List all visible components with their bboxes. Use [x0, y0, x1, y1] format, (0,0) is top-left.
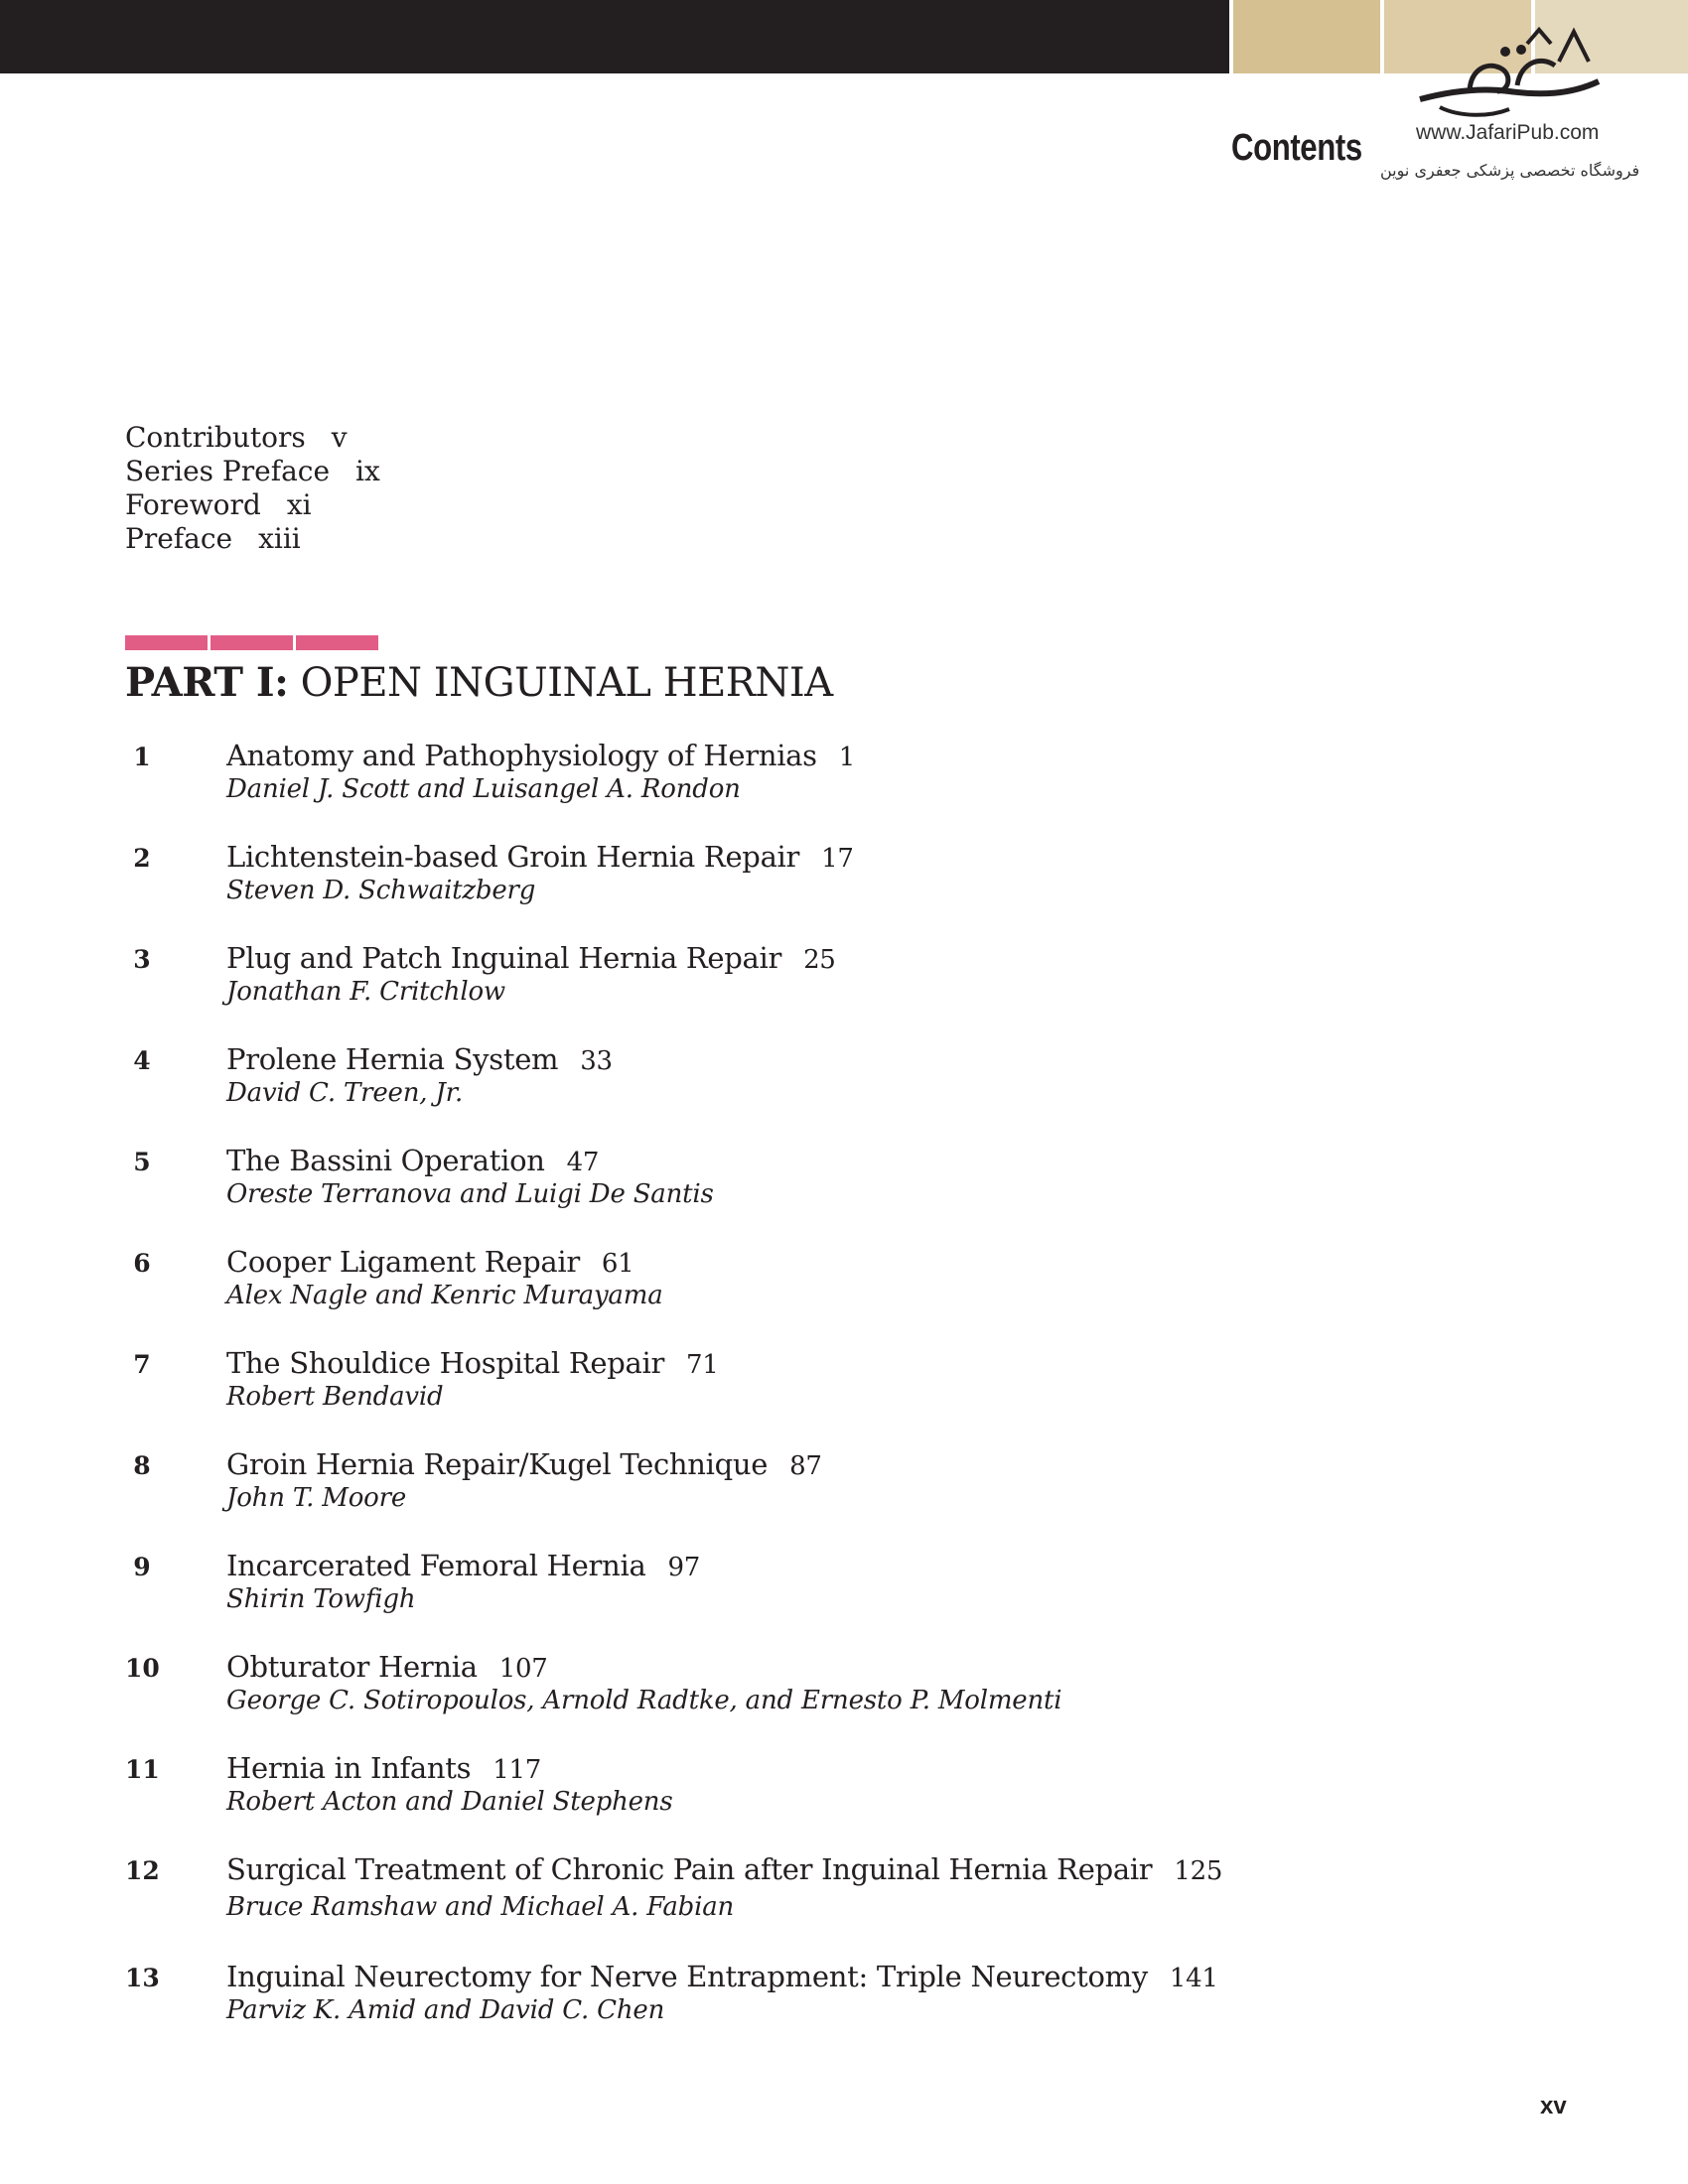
- front-matter-page: v: [331, 421, 348, 454]
- chapter-number: 5: [133, 1148, 151, 1176]
- chapter-authors: Oreste Terranova and Luigi De Santis: [226, 1179, 714, 1209]
- chapter-page: 1: [838, 743, 856, 772]
- chapter-number: 4: [133, 1046, 151, 1075]
- chapter-page: 125: [1174, 1856, 1223, 1886]
- page-title: Contents: [1231, 127, 1362, 169]
- chapter-page: 87: [789, 1451, 822, 1481]
- front-matter-page: xiii: [258, 522, 301, 555]
- chapter-title: Surgical Treatment of Chronic Pain after Inguinal Hernia Repair: [226, 1852, 1153, 1886]
- chapter-title: Obturator Hernia: [226, 1650, 478, 1684]
- chapter-number: 7: [133, 1350, 151, 1379]
- front-matter-label: Contributors: [125, 421, 306, 454]
- chapter-title-line: [226, 1960, 1218, 1993]
- publisher-tagline: فروشگاه تخصصی پزشکی جعفری نوین: [1380, 161, 1640, 180]
- chapter-title-line: [226, 1751, 541, 1785]
- front-matter-label: Series Preface: [125, 455, 331, 487]
- chapter-page: 141: [1169, 1964, 1218, 1993]
- part-title: OPEN INGUINAL HERNIA: [300, 660, 833, 706]
- chapter-title: Inguinal Neurectomy for Nerve Entrapment: Triple Neurectomy: [226, 1960, 1148, 1993]
- chapter-page: 17: [821, 844, 854, 874]
- chapter-title-line: [226, 1245, 633, 1279]
- chapter-page: 33: [580, 1046, 613, 1076]
- chapter-title-line: [226, 739, 855, 772]
- front-matter-label: Foreword: [125, 488, 261, 521]
- chapter-authors: George C. Sotiropoulos, Arnold Radtke, and Ernesto P. Molmenti: [226, 1686, 1062, 1715]
- chapter-entry[interactable]: [125, 1852, 1416, 1932]
- chapter-title-line: [226, 1549, 700, 1582]
- chapter-page: 25: [803, 945, 836, 975]
- front-matter-label: Preface: [125, 522, 233, 555]
- chapter-number: 10: [125, 1654, 160, 1683]
- chapter-entry[interactable]: [125, 1751, 1416, 1831]
- chapter-number: 12: [125, 1856, 160, 1885]
- part-heading: [125, 659, 833, 706]
- front-matter-list: [125, 421, 380, 556]
- chapter-entry[interactable]: [125, 1549, 1416, 1628]
- chapter-title: Lichtenstein-based Groin Hernia Repair: [226, 840, 800, 874]
- chapter-title: Hernia in Infants: [226, 1751, 472, 1785]
- chapter-authors: Parviz K. Amid and David C. Chen: [226, 1995, 665, 2025]
- chapter-entry[interactable]: [125, 1960, 1416, 2039]
- chapter-authors: David C. Treen, Jr.: [226, 1078, 464, 1108]
- chapter-title-line: [226, 1042, 613, 1076]
- chapter-number: 9: [133, 1553, 151, 1581]
- chapter-authors: Shirin Towfigh: [226, 1584, 416, 1614]
- chapter-entry[interactable]: [125, 1650, 1416, 1729]
- chapter-title: The Bassini Operation: [226, 1144, 545, 1177]
- chapter-entry[interactable]: [125, 1042, 1416, 1122]
- chapter-entry[interactable]: [125, 1447, 1416, 1527]
- chapter-entry[interactable]: [125, 941, 1416, 1021]
- chapter-title-line: [226, 1852, 1222, 1886]
- chapter-title: Plug and Patch Inguinal Hernia Repair: [226, 941, 782, 975]
- chapter-title-line: [226, 1144, 599, 1177]
- chapter-entry[interactable]: [125, 1346, 1416, 1426]
- chapter-page: 47: [566, 1148, 600, 1177]
- chapter-title-line: [226, 840, 854, 874]
- chapter-title: The Shouldice Hospital Repair: [226, 1346, 665, 1380]
- chapter-page: 107: [498, 1654, 548, 1684]
- front-matter-page: ix: [355, 455, 380, 487]
- chapter-authors: John T. Moore: [226, 1483, 407, 1513]
- chapter-title-line: [226, 1346, 719, 1380]
- chapter-page: 71: [686, 1350, 719, 1380]
- part-label: PART I:: [125, 659, 289, 706]
- chapter-title-line: [226, 1447, 822, 1481]
- chapter-authors: Steven D. Schwaitzberg: [226, 876, 536, 905]
- chapter-title: Anatomy and Pathophysiology of Hernias: [226, 739, 817, 772]
- publisher-url: www.JafariPub.com: [1416, 121, 1600, 144]
- chapter-title: Cooper Ligament Repair: [226, 1245, 580, 1279]
- chapter-entry[interactable]: [125, 739, 1416, 818]
- chapter-entry[interactable]: [125, 840, 1416, 919]
- part-accent-bar: [125, 635, 378, 650]
- front-matter-item[interactable]: [125, 455, 380, 488]
- chapter-number: 1: [133, 743, 151, 771]
- publisher-logo-icon: [1410, 22, 1609, 131]
- chapter-number: 2: [133, 844, 151, 873]
- chapter-title: Groin Hernia Repair/Kugel Technique: [226, 1447, 769, 1481]
- chapter-page: 61: [601, 1249, 634, 1279]
- header-band: [0, 0, 1229, 73]
- chapter-page: 117: [492, 1755, 541, 1785]
- header-tab-1: [1233, 0, 1380, 73]
- front-matter-item[interactable]: [125, 522, 380, 556]
- page-number: xv: [1540, 2093, 1567, 2119]
- chapter-authors: Jonathan F. Critchlow: [226, 977, 505, 1007]
- chapter-entry[interactable]: [125, 1144, 1416, 1223]
- chapter-authors: Bruce Ramshaw and Michael A. Fabian: [226, 1892, 735, 1922]
- front-matter-item[interactable]: [125, 421, 380, 455]
- chapter-authors: Robert Acton and Daniel Stephens: [226, 1787, 673, 1817]
- chapter-number: 3: [133, 945, 151, 974]
- chapter-entry[interactable]: [125, 1245, 1416, 1324]
- chapter-number: 8: [133, 1451, 151, 1480]
- chapter-authors: Alex Nagle and Kenric Murayama: [226, 1281, 663, 1310]
- chapter-number: 6: [133, 1249, 151, 1278]
- chapter-number: 13: [125, 1964, 160, 1992]
- chapter-title: Prolene Hernia System: [226, 1042, 559, 1076]
- chapter-title-line: [226, 1650, 548, 1684]
- chapter-number: 11: [125, 1755, 160, 1784]
- chapter-page: 97: [667, 1553, 700, 1582]
- chapter-title: Incarcerated Femoral Hernia: [226, 1549, 646, 1582]
- front-matter-item[interactable]: [125, 488, 380, 522]
- chapter-authors: Robert Bendavid: [226, 1382, 444, 1412]
- chapter-title-line: [226, 941, 836, 975]
- chapter-authors: Daniel J. Scott and Luisangel A. Rondon: [226, 774, 741, 804]
- front-matter-page: xi: [286, 488, 312, 521]
